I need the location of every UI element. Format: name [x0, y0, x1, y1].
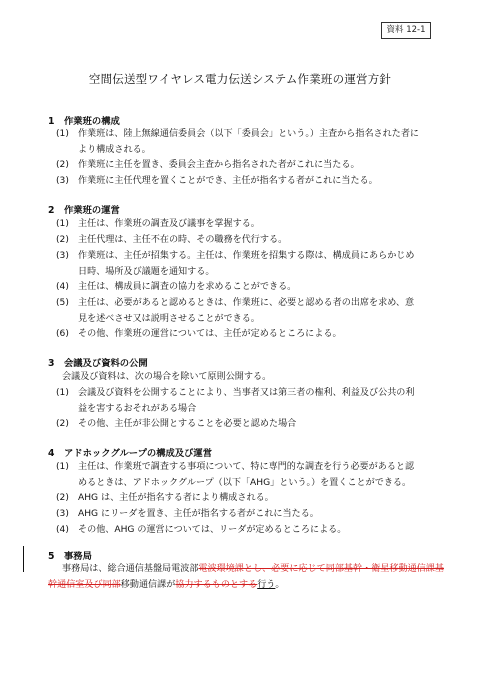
item-line: 主任は、構成員に調査の協力を求めることができる。: [78, 282, 297, 292]
section-3-heading: [48, 355, 148, 369]
item-marker: (3): [56, 509, 69, 519]
revision-bar: [23, 546, 24, 572]
deleted-text: 協力するものとする: [175, 580, 258, 590]
item-line: 主任は、作業班で調査する事項について、特に専門的な調査を行う必要があると認: [78, 462, 415, 472]
item-marker: (5): [56, 298, 69, 308]
list-item: [56, 216, 448, 232]
para-text: 事務局は、総合通信基盤局電波部: [62, 564, 199, 574]
list-item: [56, 126, 448, 158]
deleted-text: 電波環境課とし、必要に応じて同部基幹・衛星移動通信課基幹通信室及び同部: [48, 564, 444, 590]
section-number: 1: [48, 116, 55, 127]
list-item: [56, 522, 448, 538]
list-item: [56, 295, 448, 327]
inserted-text: 行う: [257, 580, 276, 590]
item-line: 主任は、必要があると認めるときは、作業班に、必要と認める者の出席を求め、意: [78, 298, 415, 308]
item-line: 主任代理は、主任不在の時、その職務を代行する。: [78, 235, 288, 245]
section-1-heading: [48, 113, 120, 127]
item-line: AHG にリーダを置き、主任が指名する者がこれに当たる。: [78, 509, 319, 519]
item-line: 作業班に主任を置き、委員会主査から指名された者がこれに当たる。: [78, 160, 360, 170]
item-marker: (3): [56, 251, 69, 261]
list-item: [56, 326, 448, 342]
item-line: 作業班は、主任が招集する。主任は、作業班を招集する際は、構成員にあらかじめ: [78, 251, 415, 261]
section-title: アドホックグループの構成及び運営: [64, 448, 213, 459]
list-item: [56, 279, 448, 295]
section-5-heading: [48, 548, 92, 562]
item-marker: (1): [56, 219, 69, 229]
secretariat-paragraph: [48, 561, 448, 593]
list-item: [56, 157, 448, 173]
item-line: その他、主任が非公開とすることを必要と認めた場合: [78, 419, 297, 429]
list-item: [56, 173, 448, 189]
section-number: 2: [48, 205, 55, 216]
section-intro: 会議及び資料は、次の場合を除いて原則公開する。: [62, 372, 272, 382]
item-marker: (3): [56, 176, 69, 186]
section-title: 事務局: [64, 551, 92, 562]
item-line: その他、AHG の運営については、リーダが定めるところによる。: [78, 525, 347, 535]
item-marker: (4): [56, 525, 69, 535]
item-line: 主任は、作業班の調査及び議事を掌握する。: [78, 219, 260, 229]
item-line: 見を述べさせ又は説明させることができる。: [78, 314, 260, 324]
item-line: めるときは、アドホックグループ（以下「AHG」という。）を置くことができる。: [78, 478, 412, 488]
para-text: 移動通信課が: [120, 580, 176, 590]
section-title: 作業班の運営: [64, 205, 120, 216]
section-number: 3: [48, 358, 55, 369]
list-item: [56, 459, 448, 491]
item-marker: (2): [56, 235, 69, 245]
section-number: 4: [48, 448, 55, 459]
item-line: その他、作業班の運営については、主任が定めるところによる。: [78, 329, 342, 339]
section-title: 作業班の構成: [64, 116, 120, 127]
item-marker: (4): [56, 282, 69, 292]
list-item: [56, 385, 448, 417]
list-item: [56, 416, 448, 432]
item-line: より構成される。: [78, 145, 151, 155]
document-title: 空間伝送型ワイヤレス電力伝送システム作業班の運営方針: [88, 72, 392, 86]
item-line: 益を害するおそれがある場合: [78, 404, 197, 414]
item-line: 日時、場所及び議題を通知する。: [78, 267, 215, 277]
item-marker: (2): [56, 160, 69, 170]
list-item: [56, 248, 448, 280]
item-marker: (1): [56, 129, 69, 139]
item-line: 作業班に主任代理を置くことができ、主任が指名する者がこれに当たる。: [78, 176, 378, 186]
list-item: [56, 232, 448, 248]
item-line: AHG は、主任が指名する者により構成される。: [78, 493, 274, 503]
item-marker: (2): [56, 493, 69, 503]
section-title: 会議及び資料の公開: [64, 358, 148, 369]
list-item: [56, 506, 448, 522]
para-text: 。: [275, 580, 285, 590]
section-4-heading: [48, 445, 212, 459]
section-number: 5: [48, 551, 55, 562]
item-marker: (2): [56, 419, 69, 429]
item-marker: (6): [56, 329, 69, 339]
item-line: 会議及び資料を公開することにより、当事者又は第三者の権利、利益及び公共の利: [78, 388, 415, 398]
item-marker: (1): [56, 462, 69, 472]
item-line: 作業班は、陸上無線通信委員会（以下「委員会」という。）主査から指名された者に: [78, 129, 420, 139]
list-item: [56, 490, 448, 506]
item-marker: (1): [56, 388, 69, 398]
document-id-box: 資料 12-1: [381, 22, 431, 39]
section-2-heading: [48, 202, 120, 216]
